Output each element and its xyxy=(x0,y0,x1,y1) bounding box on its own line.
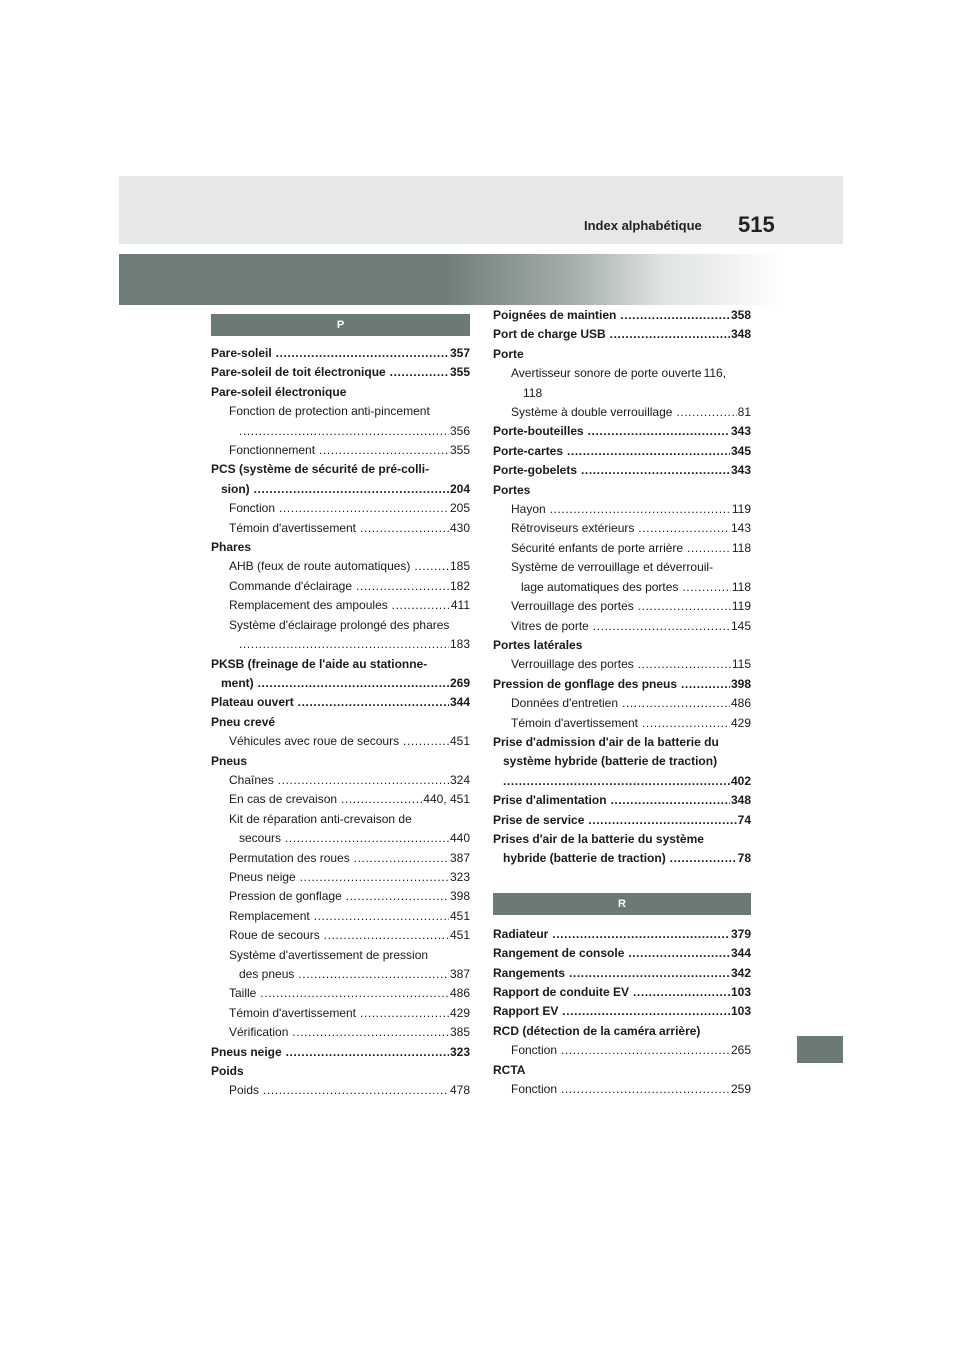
index-entry-page: 355 xyxy=(449,441,470,460)
index-entry-text: Poids ..... xyxy=(229,1083,470,1097)
index-entry-page: 398 xyxy=(730,675,751,694)
index-entry-text: Phares xyxy=(211,540,252,555)
index-entry-text: Système de verrouillage et déverrouil- xyxy=(511,560,714,575)
index-entry-text: Prise d'alimentation ..... xyxy=(493,793,751,807)
index-entry xyxy=(493,481,751,500)
index-entry xyxy=(211,674,470,693)
index-entry-page: 118 xyxy=(523,385,543,400)
index-entry xyxy=(211,1062,470,1081)
index-entry xyxy=(493,597,751,616)
index-list-left xyxy=(211,344,470,1101)
index-entry xyxy=(493,1022,751,1041)
index-entry-text: Pare-soleil électronique xyxy=(211,384,347,399)
index-entry xyxy=(493,694,751,713)
index-entry xyxy=(493,1080,751,1099)
index-entry-text: Pression de gonflage ..... xyxy=(229,889,470,903)
index-entry xyxy=(211,887,470,906)
index-entry-text: En cas de crevaison ..... xyxy=(229,792,470,806)
index-entry xyxy=(211,849,470,868)
index-entry-page: 205 xyxy=(449,499,470,518)
index-entry-page: 342 xyxy=(730,964,751,983)
index-entry xyxy=(493,364,751,383)
index-entry-text: Pression de gonflage des pneus ..... xyxy=(493,677,751,691)
index-entry-page: 344 xyxy=(730,944,751,963)
section-header-p: P xyxy=(211,314,470,336)
index-entry xyxy=(493,636,751,655)
index-entry-page: 115 xyxy=(731,655,751,674)
index-entry-text: Vitres de porte ..... xyxy=(511,619,751,633)
index-entry xyxy=(211,655,470,674)
index-entry-page: 411 xyxy=(450,596,470,615)
index-entry-text: Prise de service ..... xyxy=(493,813,751,827)
index-entry xyxy=(493,655,751,674)
index-entry-text: Remplacement ..... xyxy=(229,909,470,923)
index-entry xyxy=(211,519,470,538)
index-entry xyxy=(493,325,751,344)
index-entry-text: Rangement de console ..... xyxy=(493,946,751,960)
header-gradient-band xyxy=(119,254,843,305)
index-entry xyxy=(211,868,470,887)
index-entry-text: Remplacement des ampoules ..... xyxy=(229,598,470,612)
index-entry-text: Rétroviseurs extérieurs ..... xyxy=(511,521,751,535)
index-entry-text: Portes xyxy=(493,482,531,497)
index-entry xyxy=(493,1041,751,1060)
index-list-right-r xyxy=(493,925,751,1100)
index-entry-text: Permutation des roues ..... xyxy=(229,851,470,865)
index-entry-text: Port de charge USB ..... xyxy=(493,327,751,341)
index-entry-text: Fonctionnement ..... xyxy=(229,443,470,457)
index-entry xyxy=(211,499,470,518)
index-entry xyxy=(211,752,470,771)
index-entry-text: secours ..... xyxy=(239,831,470,845)
index-entry-page: 385 xyxy=(449,1023,470,1042)
index-entry-page: 119 xyxy=(731,500,751,519)
index-entry-text: PCS (système de sécurité de pré-colli- xyxy=(211,462,430,477)
index-entry-page: 387 xyxy=(449,849,470,868)
index-entry xyxy=(211,1004,470,1023)
index-entry-page: 345 xyxy=(730,442,751,461)
index-entry-text: des pneus ..... xyxy=(239,967,470,981)
index-entry-page: 451 xyxy=(449,926,470,945)
index-entry-text: Rapport de conduite EV ..... xyxy=(493,985,751,999)
index-entry-text: Portes latérales xyxy=(493,637,583,652)
index-entry-page: 119 xyxy=(731,597,751,616)
index-entry-page: 355 xyxy=(449,363,470,382)
index-entry xyxy=(211,732,470,751)
index-entry xyxy=(211,829,470,848)
index-entry xyxy=(493,422,751,441)
index-entry-text: Fonction ..... xyxy=(229,501,470,515)
index-entry xyxy=(493,1002,751,1021)
index-entry xyxy=(493,617,751,636)
index-entry-page: 323 xyxy=(449,1043,470,1062)
index-entry-text: Données d'entretien ..... xyxy=(511,696,751,710)
index-entry-text: Témoin d'avertissement ..... xyxy=(229,1006,470,1020)
index-column-left xyxy=(211,306,470,1101)
index-entry xyxy=(211,577,470,596)
index-entry xyxy=(493,461,751,480)
index-entry-text: Fonction ..... xyxy=(511,1082,751,1096)
index-entry xyxy=(211,693,470,712)
index-entry xyxy=(493,772,751,791)
index-entry-text: système hybride (batterie de traction) xyxy=(503,754,718,769)
index-entry-text: Porte-bouteilles ..... xyxy=(493,424,751,438)
index-entry xyxy=(211,1023,470,1042)
index-entry-text: Porte xyxy=(493,346,524,361)
page-number: 515 xyxy=(738,212,775,237)
index-entry-page: 486 xyxy=(449,984,470,1003)
index-entry-page: 103 xyxy=(730,983,751,1002)
index-entry xyxy=(211,946,470,965)
index-entry-text: Prise d'admission d'air de la batterie du xyxy=(493,734,719,749)
index-entry-text: hybride (batterie de traction) ..... xyxy=(503,851,751,865)
index-entry-text: Roue de secours ..... xyxy=(229,928,470,942)
index-entry xyxy=(211,1043,470,1062)
index-entry-page: 440, 451 xyxy=(422,790,470,809)
index-entry xyxy=(493,811,751,830)
index-entry-text: Kit de réparation anti-crevaison de xyxy=(229,811,412,826)
index-entry-text: RCTA xyxy=(493,1062,526,1077)
index-entry-page: 204 xyxy=(449,480,470,499)
index-entry xyxy=(211,771,470,790)
index-entry xyxy=(211,810,470,829)
index-entry-text: RCD (détection de la caméra arrière) xyxy=(493,1023,701,1038)
index-entry-text: Pare-soleil de toit électronique ..... xyxy=(211,365,470,379)
index-entry-text: Sécurité enfants de porte arrière ..... xyxy=(511,541,751,555)
index-entry-text xyxy=(239,424,470,438)
index-entry-text: Rapport EV ..... xyxy=(493,1004,751,1018)
index-entry-page: 78 xyxy=(737,849,751,868)
index-entry-page: 81 xyxy=(737,403,751,422)
index-entry-page: 440 xyxy=(449,829,470,848)
index-entry-text: ment) ..... xyxy=(221,676,470,690)
index-entry xyxy=(211,926,470,945)
index-entry-page: 182 xyxy=(449,577,470,596)
index-entry-page: 183 xyxy=(449,635,470,654)
index-entry xyxy=(211,363,470,382)
index-entry xyxy=(493,849,751,868)
index-entry-text: sion) ..... xyxy=(221,482,470,496)
index-entry-text: AHB (feux de route automatiques) ..... xyxy=(229,559,470,573)
index-entry xyxy=(493,944,751,963)
index-entry-page: 356 xyxy=(449,422,470,441)
index-entry xyxy=(493,714,751,733)
index-entry-page: 118 xyxy=(731,539,751,558)
index-entry-page: 324 xyxy=(449,771,470,790)
index-entry xyxy=(211,344,470,363)
index-entry-page: 269 xyxy=(449,674,470,693)
index-entry-text xyxy=(503,774,751,788)
index-entry-page: 379 xyxy=(730,925,751,944)
index-entry-page: 486 xyxy=(730,694,751,713)
index-entry xyxy=(493,384,751,403)
index-entry-text: Taille ..... xyxy=(229,986,470,1000)
index-entry-text: Pneus neige ..... xyxy=(211,1045,470,1059)
index-entry-text: Poignées de maintien ..... xyxy=(493,308,751,322)
index-entry xyxy=(493,733,751,752)
index-entry xyxy=(493,983,751,1002)
index-entry-page: 429 xyxy=(449,1004,470,1023)
index-entry xyxy=(493,306,751,325)
index-entry xyxy=(211,965,470,984)
index-entry-text xyxy=(239,637,470,651)
index-entry xyxy=(211,635,470,654)
index-entry-text: Pneus neige ..... xyxy=(229,870,470,884)
index-entry-text: Témoin d'avertissement ..... xyxy=(229,521,470,535)
index-entry-text: Système d'éclairage prolongé des phares xyxy=(229,617,450,632)
index-entry-text: Verrouillage des portes ..... xyxy=(511,599,751,613)
index-entry-page: 343 xyxy=(730,422,751,441)
index-entry-page: 402 xyxy=(730,772,751,791)
index-entry-page: 265 xyxy=(730,1041,751,1060)
index-entry xyxy=(493,558,751,577)
section-header-r: R xyxy=(493,893,751,915)
index-entry-page: 387 xyxy=(449,965,470,984)
index-entry-text: Rangements ..... xyxy=(493,966,751,980)
index-entry-page: 358 xyxy=(730,306,751,325)
index-entry-text: lage automatiques des portes ..... xyxy=(521,580,751,594)
index-entry-text: Chaînes ..... xyxy=(229,773,470,787)
index-entry-page: 259 xyxy=(730,1080,751,1099)
index-entry-text: Radiateur ..... xyxy=(493,927,751,941)
index-entry-page: 185 xyxy=(449,557,470,576)
index-entry-page: 429 xyxy=(730,714,751,733)
index-entry-text: Vérification ..... xyxy=(229,1025,470,1039)
index-entry-text: Avertisseur sonore de porte ouverte xyxy=(511,366,702,381)
index-entry xyxy=(211,480,470,499)
index-entry-page: 145 xyxy=(730,617,751,636)
index-entry xyxy=(493,675,751,694)
index-entry-page: 348 xyxy=(730,325,751,344)
index-entry-page: 430 xyxy=(449,519,470,538)
index-entry-text: Porte-cartes ..... xyxy=(493,444,751,458)
index-entry xyxy=(493,442,751,461)
index-entry xyxy=(211,441,470,460)
index-entry-page: 357 xyxy=(449,344,470,363)
index-entry xyxy=(493,752,751,771)
index-entry xyxy=(211,1081,470,1100)
index-entry-page: 118 xyxy=(731,578,751,597)
index-entry-text: Fonction de protection anti-pincement xyxy=(229,404,430,419)
index-entry xyxy=(493,519,751,538)
index-entry-page: 74 xyxy=(737,811,751,830)
index-entry-text: Plateau ouvert ..... xyxy=(211,695,470,709)
index-entry xyxy=(493,403,751,422)
index-entry xyxy=(493,830,751,849)
index-entry xyxy=(211,790,470,809)
index-entry xyxy=(211,383,470,402)
index-entry xyxy=(493,791,751,810)
index-entry-text: Pneu crevé xyxy=(211,714,276,729)
index-entry-text: Prises d'air de la batterie du système xyxy=(493,831,704,846)
index-entry-text: Système d'avertissement de pression xyxy=(229,947,429,962)
header-bar xyxy=(119,176,843,244)
index-entry xyxy=(211,557,470,576)
index-entry xyxy=(211,422,470,441)
index-entry-page: 344 xyxy=(449,693,470,712)
index-entry xyxy=(493,925,751,944)
index-entry xyxy=(211,538,470,557)
index-list-right-p xyxy=(493,306,751,869)
index-entry-page: 478 xyxy=(449,1081,470,1100)
index-entry xyxy=(211,460,470,479)
index-entry xyxy=(493,345,751,364)
index-column-right xyxy=(493,306,751,1099)
index-entry xyxy=(211,907,470,926)
index-entry xyxy=(211,616,470,635)
index-entry-text: Verrouillage des portes ..... xyxy=(511,657,751,671)
index-entry xyxy=(211,596,470,615)
index-entry xyxy=(493,964,751,983)
index-entry-page: 116, xyxy=(703,366,727,381)
header-title: Index alphabétique xyxy=(584,218,702,233)
index-entry xyxy=(493,539,751,558)
index-entry-page: 103 xyxy=(730,1002,751,1021)
index-entry-page: 451 xyxy=(449,732,470,751)
index-entry-text: Fonction ..... xyxy=(511,1043,751,1057)
index-entry-text: Témoin d'avertissement ..... xyxy=(511,716,751,730)
section-thumb-tab xyxy=(797,1036,843,1063)
index-entry-page: 398 xyxy=(449,887,470,906)
index-entry xyxy=(211,713,470,732)
index-entry-page: 323 xyxy=(449,868,470,887)
index-entry-page: 343 xyxy=(730,461,751,480)
index-entry-page: 451 xyxy=(449,907,470,926)
index-entry-text: Poids xyxy=(211,1064,244,1079)
index-entry-text: Porte-gobelets ..... xyxy=(493,463,751,477)
index-entry-text: PKSB (freinage de l'aide au stationne- xyxy=(211,656,428,671)
index-entry-text: Système à double verrouillage ..... xyxy=(511,405,751,419)
index-entry-text: Hayon ..... xyxy=(511,502,751,516)
index-entry xyxy=(211,402,470,421)
index-entry xyxy=(211,984,470,1003)
index-entry-page: 348 xyxy=(730,791,751,810)
index-entry xyxy=(493,1061,751,1080)
index-entry-text: Commande d'éclairage ..... xyxy=(229,579,470,593)
index-entry-text: Pare-soleil ..... xyxy=(211,346,470,360)
index-entry-text: Pneus xyxy=(211,753,248,768)
index-entry-text: Véhicules avec roue de secours ..... xyxy=(229,734,470,748)
index-entry-page: 143 xyxy=(730,519,751,538)
index-entry xyxy=(493,500,751,519)
index-entry xyxy=(493,578,751,597)
